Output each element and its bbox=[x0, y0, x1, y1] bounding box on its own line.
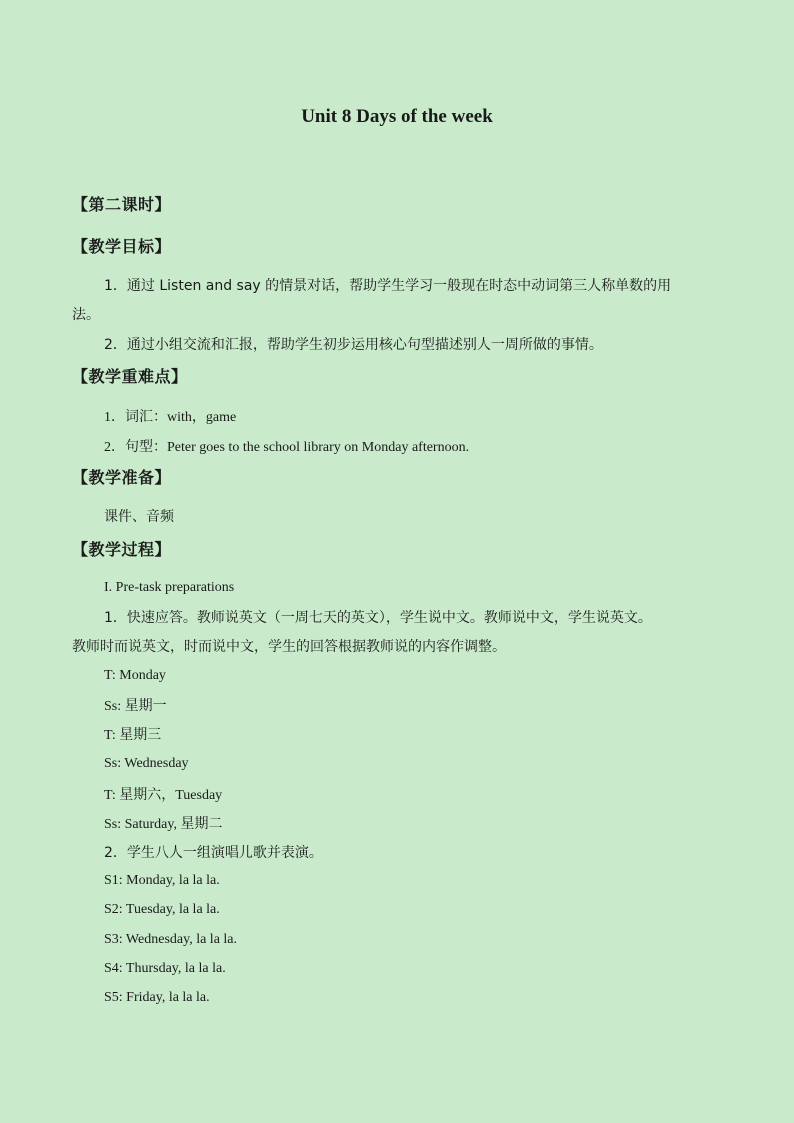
document-title: Unit 8 Days of the week bbox=[301, 106, 493, 127]
section-pre-task: I. Pre-task preparations bbox=[104, 580, 235, 595]
heading-preparation: 【教学准备】 bbox=[72, 468, 172, 487]
goal-1: 1．通过 Listen and say 的情景对话，帮助学生学习一般现在时态中动词第三人称单数的用 bbox=[104, 278, 672, 294]
song-line: S2: Tuesday, la la la. bbox=[104, 902, 220, 917]
song-line: S1: Monday, la la la. bbox=[104, 873, 220, 888]
dialogue-line: Ss: Saturday, 星期二 bbox=[104, 817, 223, 832]
dialogue-line: Ss: Wednesday bbox=[104, 756, 189, 771]
heading-process: 【教学过程】 bbox=[72, 540, 172, 559]
goal-2: 2．通过小组交流和汇报，帮助学生初步运用核心句型描述别人一周所做的事情。 bbox=[104, 337, 603, 353]
song-line: S4: Thursday, la la la. bbox=[104, 961, 226, 976]
dialogue-line: T: Monday bbox=[104, 668, 166, 683]
goal-1-continuation: 法。 bbox=[72, 307, 100, 323]
dialogue-line: T: 星期三 bbox=[104, 728, 162, 743]
step-1: 1．快速应答。教师说英文（一周七天的英文），学生说中文。教师说中文，学生说英文。 bbox=[104, 610, 652, 626]
song-line: S3: Wednesday, la la la. bbox=[104, 932, 238, 947]
heading-goals: 【教学目标】 bbox=[72, 237, 172, 256]
song-line: S5: Friday, la la la. bbox=[104, 990, 210, 1005]
key-point-2: 2．句型：Peter goes to the school library on Monday afternoon. bbox=[104, 440, 470, 455]
dialogue-line: T: 星期六，Tuesday bbox=[104, 788, 223, 803]
preparation-text: 课件、音频 bbox=[104, 509, 174, 525]
step-2: 2．学生八人一组演唱儿歌并表演。 bbox=[104, 845, 323, 861]
heading-key-points: 【教学重难点】 bbox=[72, 367, 188, 386]
key-point-1: 1．词汇：with，game bbox=[104, 410, 237, 425]
heading-lesson: 【第二课时】 bbox=[72, 195, 172, 214]
step-1-continuation: 教师时而说英文，时而说中文，学生的回答根据教师说的内容作调整。 bbox=[72, 639, 506, 655]
dialogue-line: Ss: 星期一 bbox=[104, 699, 167, 714]
